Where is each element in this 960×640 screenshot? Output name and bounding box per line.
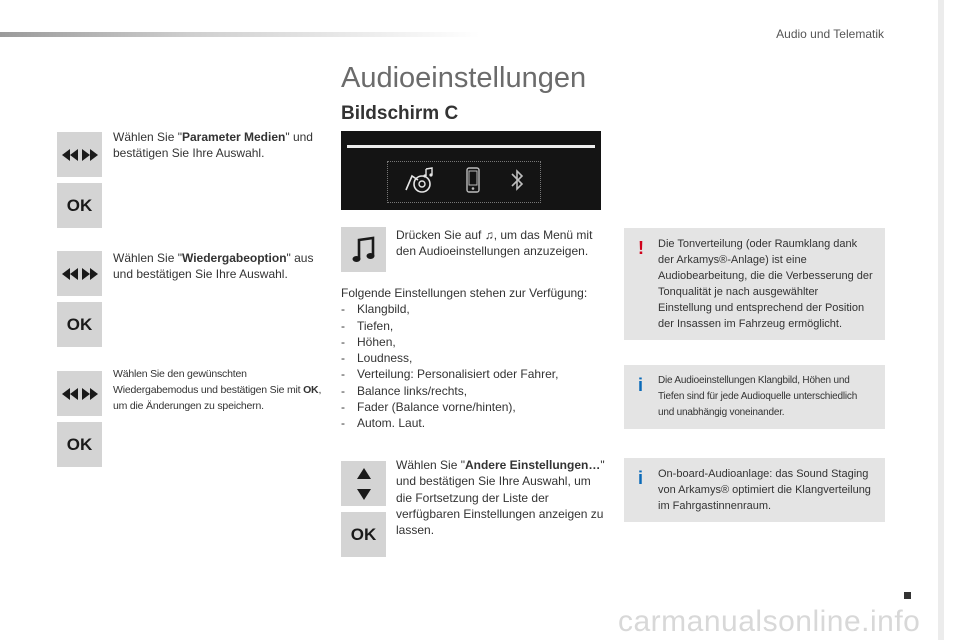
ok-label: OK [66,434,93,454]
list-item: - Tiefen, [341,318,606,334]
note-text: On-board-Audioanlage: das Sound Staging von Arkamys® optimiert die Klangverteilung im Fahrgastinnenraum. [658,468,871,512]
audio-settings-icon[interactable] [402,166,438,199]
ok-label: OK [66,195,93,215]
screen-top-bar [347,145,595,148]
page-edge-strip [938,0,944,640]
step-1-bold: Parameter Medien [181,130,286,144]
step-2-suffix: " aus und bestätigen Sie Ihre Auswahl. [113,251,314,281]
other-settings-text [396,457,606,538]
press-music-text [396,227,606,260]
warning-icon: ! [638,238,644,258]
settings-list-block [341,285,606,432]
bluetooth-icon[interactable] [508,166,526,199]
step-2-prefix: Wählen Sie " [113,251,182,265]
ok-label: OK [350,524,377,544]
info-icon: i [638,375,644,395]
other-bold: Andere Einstellungen… [464,458,601,472]
press-text-a: Drücken Sie auf [396,228,485,242]
ok-button[interactable] [341,512,386,557]
list-item: - Loudness, [341,350,606,366]
list-item: - Höhen, [341,334,606,350]
ok-button[interactable] [57,183,102,228]
step-3-prefix: Wählen Sie den gewünschten Wiedergabemodus und bestätigen Sie mit [113,368,304,396]
step-2-bold: Wiedergabeoption [181,251,287,265]
watermark: carmanualsonline.info [618,605,921,638]
step-1-prefix: Wählen Sie " [113,130,182,144]
music-note-button[interactable] [341,227,386,272]
up-down-buttons-icon[interactable] [341,461,386,506]
page-title: Audioeinstellungen [341,62,587,94]
list-item: - Klangbild, [341,301,606,317]
end-of-section-mark [904,592,911,599]
step-3-suffix: , um die Änderungen zu speichern. [113,384,322,412]
music-note-inline-icon: ♫ [484,228,494,242]
step-1-suffix: " und bestätigen Sie Ihre Auswahl. [113,130,313,160]
note-text: Die Tonverteilung (oder Raumklang dank der Arkamys®-Anlage) ist eine Audiobearbeitung, die die Verbesserung der Tonqualität je nach ausgewählter Einstellung und entsprechend der Position der Insassen im Fahrzeug ermöglicht. [658,238,873,330]
info-icon: i [638,468,644,488]
press-text-b: , um das Menü mit den Audioeinstellungen anzuzeigen. [396,228,593,259]
other-suffix: " und bestätigen Sie Ihre Auswahl, um die Fortsetzung der Liste der verfügbaren Einstellungen anzeigen zu lassen. [396,458,605,538]
page-subtitle: Bildschirm C [341,103,459,124]
step-3-bold: OK [303,384,319,396]
other-prefix: Wählen Sie " [396,458,465,472]
list-item: - Balance links/rechts, [341,383,606,399]
info-note [624,365,885,429]
ok-button[interactable] [57,302,102,347]
list-item: - Fader (Balance vorne/hinten), [341,399,606,415]
seek-buttons-icon [57,132,102,177]
step-2-text [113,250,323,282]
section-header: Audio und Telematik [776,27,884,41]
list-item: - Autom. Laut. [341,415,606,431]
screen-c-display [341,131,601,210]
step-1-text [113,129,318,161]
step-3-text [113,366,323,414]
seek-buttons-icon [57,251,102,296]
ok-label: OK [66,314,93,334]
info-note [624,458,885,522]
screen-icon-row [387,161,541,203]
header-gradient-bar [0,32,480,37]
warning-note [624,228,885,340]
list-item: - Verteilung: Personalisiert oder Fahrer, [341,366,606,382]
phone-icon[interactable] [465,166,481,199]
settings-list [341,301,606,431]
ok-button[interactable] [57,422,102,467]
seek-buttons-icon [57,371,102,416]
note-text: Die Audioeinstellungen Klangbild, Höhen und Tiefen sind für jede Audioquelle unterschiedlich und unabhängig voneinander. [658,375,858,418]
settings-intro: Folgende Einstellungen stehen zur Verfügung: [341,286,588,300]
